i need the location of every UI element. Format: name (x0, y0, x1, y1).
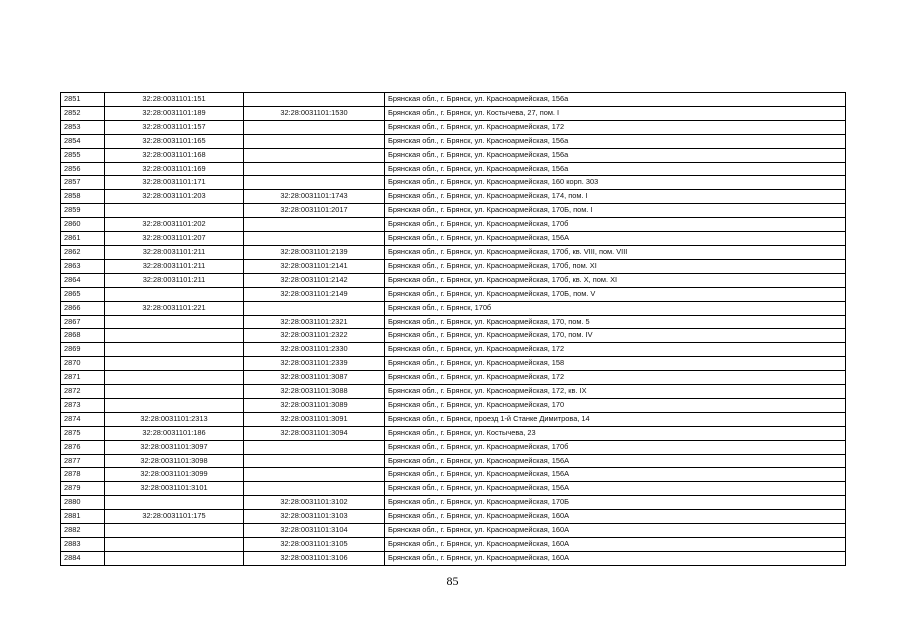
table-row (61, 176, 846, 190)
parcel-number-cell (105, 343, 244, 357)
address-cell: Брянская обл., г. Брянск, ул. Красноармейская, 160 корп. 303 (385, 176, 846, 190)
table-row (61, 301, 846, 315)
table-row (61, 134, 846, 148)
address-cell: Брянская обл., г. Брянск, ул. Красноармейская, 156А (385, 232, 846, 246)
table-row (61, 218, 846, 232)
parcel-number-cell (105, 524, 244, 538)
parcel-number-cell: 32:28:0031101:169 (105, 162, 244, 176)
address-cell: Брянская обл., г. Брянск, ул. Красноармейская, 160А (385, 551, 846, 565)
row-number-cell: 2874 (61, 412, 105, 426)
address-cell: Брянская обл., г. Брянск, ул. Костычева, 23 (385, 426, 846, 440)
object-number-cell (244, 148, 385, 162)
table-row (61, 398, 846, 412)
parcel-number-cell: 32:28:0031101:157 (105, 120, 244, 134)
row-number-cell: 2859 (61, 204, 105, 218)
parcel-number-cell: 32:28:0031101:207 (105, 232, 244, 246)
table-row (61, 538, 846, 552)
row-number-cell: 2869 (61, 343, 105, 357)
row-number-cell: 2862 (61, 245, 105, 259)
object-number-cell (244, 440, 385, 454)
address-cell: Брянская обл., г. Брянск, ул. Красноармейская, 158 (385, 357, 846, 371)
row-number-cell: 2860 (61, 218, 105, 232)
row-number-cell: 2882 (61, 524, 105, 538)
address-cell: Брянская обл., г. Брянск, ул. Красноармейская, 170б (385, 440, 846, 454)
address-cell: Брянская обл., г. Брянск, ул. Красноармейская, 160А (385, 510, 846, 524)
table-row (61, 162, 846, 176)
address-cell: Брянская обл., г. Брянск, ул. Красноармейская, 172 (385, 120, 846, 134)
address-cell: Брянская обл., г. Брянск, ул. Красноармейская, 156А (385, 468, 846, 482)
row-number-cell: 2861 (61, 232, 105, 246)
address-cell: Брянская обл., г. Брянск, ул. Красноармейская, 170, пом. 5 (385, 315, 846, 329)
parcel-number-cell: 32:28:0031101:171 (105, 176, 244, 190)
address-cell: Брянская обл., г. Брянск, ул. Красноармейская, 172, кв. IX (385, 385, 846, 399)
address-cell: Брянская обл., г. Брянск, ул. Красноармейская, 170Б, пом. V (385, 287, 846, 301)
table-row (61, 426, 846, 440)
parcel-number-cell (105, 315, 244, 329)
row-number-cell: 2856 (61, 162, 105, 176)
row-number-cell: 2877 (61, 454, 105, 468)
address-cell: Брянская обл., г. Брянск, ул. Красноармейская, 156А (385, 454, 846, 468)
address-cell: Брянская обл., г. Брянск, проезд 1-й Станке Димитрова, 14 (385, 412, 846, 426)
parcel-number-cell (105, 357, 244, 371)
object-number-cell: 32:28:0031101:3102 (244, 496, 385, 510)
address-cell: Брянская обл., г. Брянск, ул. Красноармейская, 170, пом. IV (385, 329, 846, 343)
parcel-number-cell: 32:28:0031101:165 (105, 134, 244, 148)
object-number-cell: 32:28:0031101:3104 (244, 524, 385, 538)
parcel-number-cell: 32:28:0031101:3101 (105, 482, 244, 496)
object-number-cell: 32:28:0031101:1743 (244, 190, 385, 204)
row-number-cell: 2853 (61, 120, 105, 134)
address-cell: Брянская обл., г. Брянск, ул. Красноармейская, 170б, пом. XI (385, 259, 846, 273)
parcel-number-cell: 32:28:0031101:202 (105, 218, 244, 232)
parcel-number-cell (105, 371, 244, 385)
table-row (61, 232, 846, 246)
object-number-cell: 32:28:0031101:2017 (244, 204, 385, 218)
table-row (61, 468, 846, 482)
object-number-cell: 32:28:0031101:2149 (244, 287, 385, 301)
parcel-number-cell: 32:28:0031101:211 (105, 259, 244, 273)
object-number-cell: 32:28:0031101:1530 (244, 106, 385, 120)
parcel-number-cell (105, 551, 244, 565)
row-number-cell: 2875 (61, 426, 105, 440)
table-row (61, 440, 846, 454)
row-number-cell: 2866 (61, 301, 105, 315)
parcel-number-cell: 32:28:0031101:221 (105, 301, 244, 315)
address-cell: Брянская обл., г. Брянск, ул. Красноармейская, 156а (385, 162, 846, 176)
parcel-number-cell (105, 329, 244, 343)
table-row (61, 148, 846, 162)
object-number-cell (244, 482, 385, 496)
row-number-cell: 2876 (61, 440, 105, 454)
row-number-cell: 2873 (61, 398, 105, 412)
row-number-cell: 2854 (61, 134, 105, 148)
object-number-cell: 32:28:0031101:3088 (244, 385, 385, 399)
address-cell: Брянская обл., г. Брянск, ул. Красноармейская, 156А (385, 482, 846, 496)
parcel-number-cell (105, 496, 244, 510)
object-number-cell (244, 301, 385, 315)
row-number-cell: 2864 (61, 273, 105, 287)
parcel-number-cell (105, 385, 244, 399)
table-row (61, 371, 846, 385)
table-row (61, 190, 846, 204)
row-number-cell: 2858 (61, 190, 105, 204)
object-number-cell: 32:28:0031101:3091 (244, 412, 385, 426)
address-cell: Брянская обл., г. Брянск, ул. Красноармейская, 174, пом. I (385, 190, 846, 204)
table-row (61, 385, 846, 399)
table-row (61, 412, 846, 426)
parcel-number-cell: 32:28:0031101:2313 (105, 412, 244, 426)
row-number-cell: 2883 (61, 538, 105, 552)
row-number-cell: 2851 (61, 93, 105, 107)
table-row (61, 551, 846, 565)
row-number-cell: 2857 (61, 176, 105, 190)
parcel-number-cell: 32:28:0031101:3097 (105, 440, 244, 454)
object-number-cell: 32:28:0031101:2321 (244, 315, 385, 329)
table-row (61, 120, 846, 134)
table-row (61, 273, 846, 287)
parcel-number-cell: 32:28:0031101:211 (105, 245, 244, 259)
parcel-number-cell: 32:28:0031101:203 (105, 190, 244, 204)
cadastral-table (60, 92, 846, 566)
table-row (61, 454, 846, 468)
parcel-number-cell: 32:28:0031101:189 (105, 106, 244, 120)
address-cell: Брянская обл., г. Брянск, ул. Красноармейская, 156а (385, 93, 846, 107)
object-number-cell (244, 176, 385, 190)
parcel-number-cell: 32:28:0031101:3098 (105, 454, 244, 468)
table-row (61, 259, 846, 273)
address-cell: Брянская обл., г. Брянск, ул. Красноармейская, 170б (385, 218, 846, 232)
address-cell: Брянская обл., г. Брянск, ул. Красноармейская, 170б, кв. VIII, пом. VIII (385, 245, 846, 259)
parcel-number-cell (105, 204, 244, 218)
table-row (61, 524, 846, 538)
table-row (61, 482, 846, 496)
table-row (61, 245, 846, 259)
row-number-cell: 2879 (61, 482, 105, 496)
parcel-number-cell (105, 398, 244, 412)
row-number-cell: 2865 (61, 287, 105, 301)
row-number-cell: 2881 (61, 510, 105, 524)
table-row (61, 496, 846, 510)
row-number-cell: 2863 (61, 259, 105, 273)
object-number-cell (244, 93, 385, 107)
page-number: 85 (446, 574, 459, 588)
object-number-cell: 32:28:0031101:3103 (244, 510, 385, 524)
address-cell: Брянская обл., г. Брянск, ул. Красноармейская, 170Б, пом. I (385, 204, 846, 218)
row-number-cell: 2880 (61, 496, 105, 510)
address-cell: Брянская обл., г. Брянск, ул. Красноармейская, 172 (385, 371, 846, 385)
row-number-cell: 2867 (61, 315, 105, 329)
object-number-cell (244, 120, 385, 134)
parcel-number-cell: 32:28:0031101:186 (105, 426, 244, 440)
address-cell: Брянская обл., г. Брянск, ул. Красноармейская, 160А (385, 538, 846, 552)
parcel-number-cell (105, 287, 244, 301)
address-cell: Брянская обл., г. Брянск, ул. Красноармейская, 170Б (385, 496, 846, 510)
address-cell: Брянская обл., г. Брянск, ул. Красноармейская, 156а (385, 134, 846, 148)
object-number-cell (244, 162, 385, 176)
row-number-cell: 2871 (61, 371, 105, 385)
parcel-number-cell: 32:28:0031101:151 (105, 93, 244, 107)
parcel-number-cell: 32:28:0031101:175 (105, 510, 244, 524)
address-cell: Брянская обл., г. Брянск, ул. Красноармейская, 156а (385, 148, 846, 162)
row-number-cell: 2852 (61, 106, 105, 120)
parcel-number-cell: 32:28:0031101:168 (105, 148, 244, 162)
object-number-cell: 32:28:0031101:2322 (244, 329, 385, 343)
row-number-cell: 2884 (61, 551, 105, 565)
object-number-cell: 32:28:0031101:3089 (244, 398, 385, 412)
table-row (61, 357, 846, 371)
table-row (61, 106, 846, 120)
row-number-cell: 2872 (61, 385, 105, 399)
parcel-number-cell (105, 538, 244, 552)
address-cell: Брянская обл., г. Брянск, ул. Красноармейская, 170б, кв. X, пом. XI (385, 273, 846, 287)
object-number-cell: 32:28:0031101:3087 (244, 371, 385, 385)
address-cell: Брянская обл., г. Брянск, ул. Красноармейская, 172 (385, 343, 846, 357)
table-row (61, 287, 846, 301)
table-row (61, 315, 846, 329)
table-row (61, 343, 846, 357)
object-number-cell: 32:28:0031101:2330 (244, 343, 385, 357)
object-number-cell: 32:28:0031101:2339 (244, 357, 385, 371)
table-row (61, 329, 846, 343)
object-number-cell: 32:28:0031101:2142 (244, 273, 385, 287)
row-number-cell: 2870 (61, 357, 105, 371)
address-cell: Брянская обл., г. Брянск, ул. Красноармейская, 160А (385, 524, 846, 538)
parcel-number-cell: 32:28:0031101:211 (105, 273, 244, 287)
object-number-cell: 32:28:0031101:2141 (244, 259, 385, 273)
object-number-cell (244, 454, 385, 468)
table-body (61, 93, 846, 566)
address-cell: Брянская обл., г. Брянск, 170б (385, 301, 846, 315)
row-number-cell: 2878 (61, 468, 105, 482)
object-number-cell: 32:28:0031101:3106 (244, 551, 385, 565)
parcel-number-cell: 32:28:0031101:3099 (105, 468, 244, 482)
table-row (61, 204, 846, 218)
object-number-cell: 32:28:0031101:3105 (244, 538, 385, 552)
object-number-cell (244, 232, 385, 246)
table-row (61, 510, 846, 524)
address-cell: Брянская обл., г. Брянск, ул. Костычева, 27, пом. I (385, 106, 846, 120)
row-number-cell: 2855 (61, 148, 105, 162)
object-number-cell (244, 218, 385, 232)
object-number-cell (244, 134, 385, 148)
address-cell: Брянская обл., г. Брянск, ул. Красноармейская, 170 (385, 398, 846, 412)
object-number-cell (244, 468, 385, 482)
object-number-cell: 32:28:0031101:2139 (244, 245, 385, 259)
object-number-cell: 32:28:0031101:3094 (244, 426, 385, 440)
table-row (61, 93, 846, 107)
row-number-cell: 2868 (61, 329, 105, 343)
